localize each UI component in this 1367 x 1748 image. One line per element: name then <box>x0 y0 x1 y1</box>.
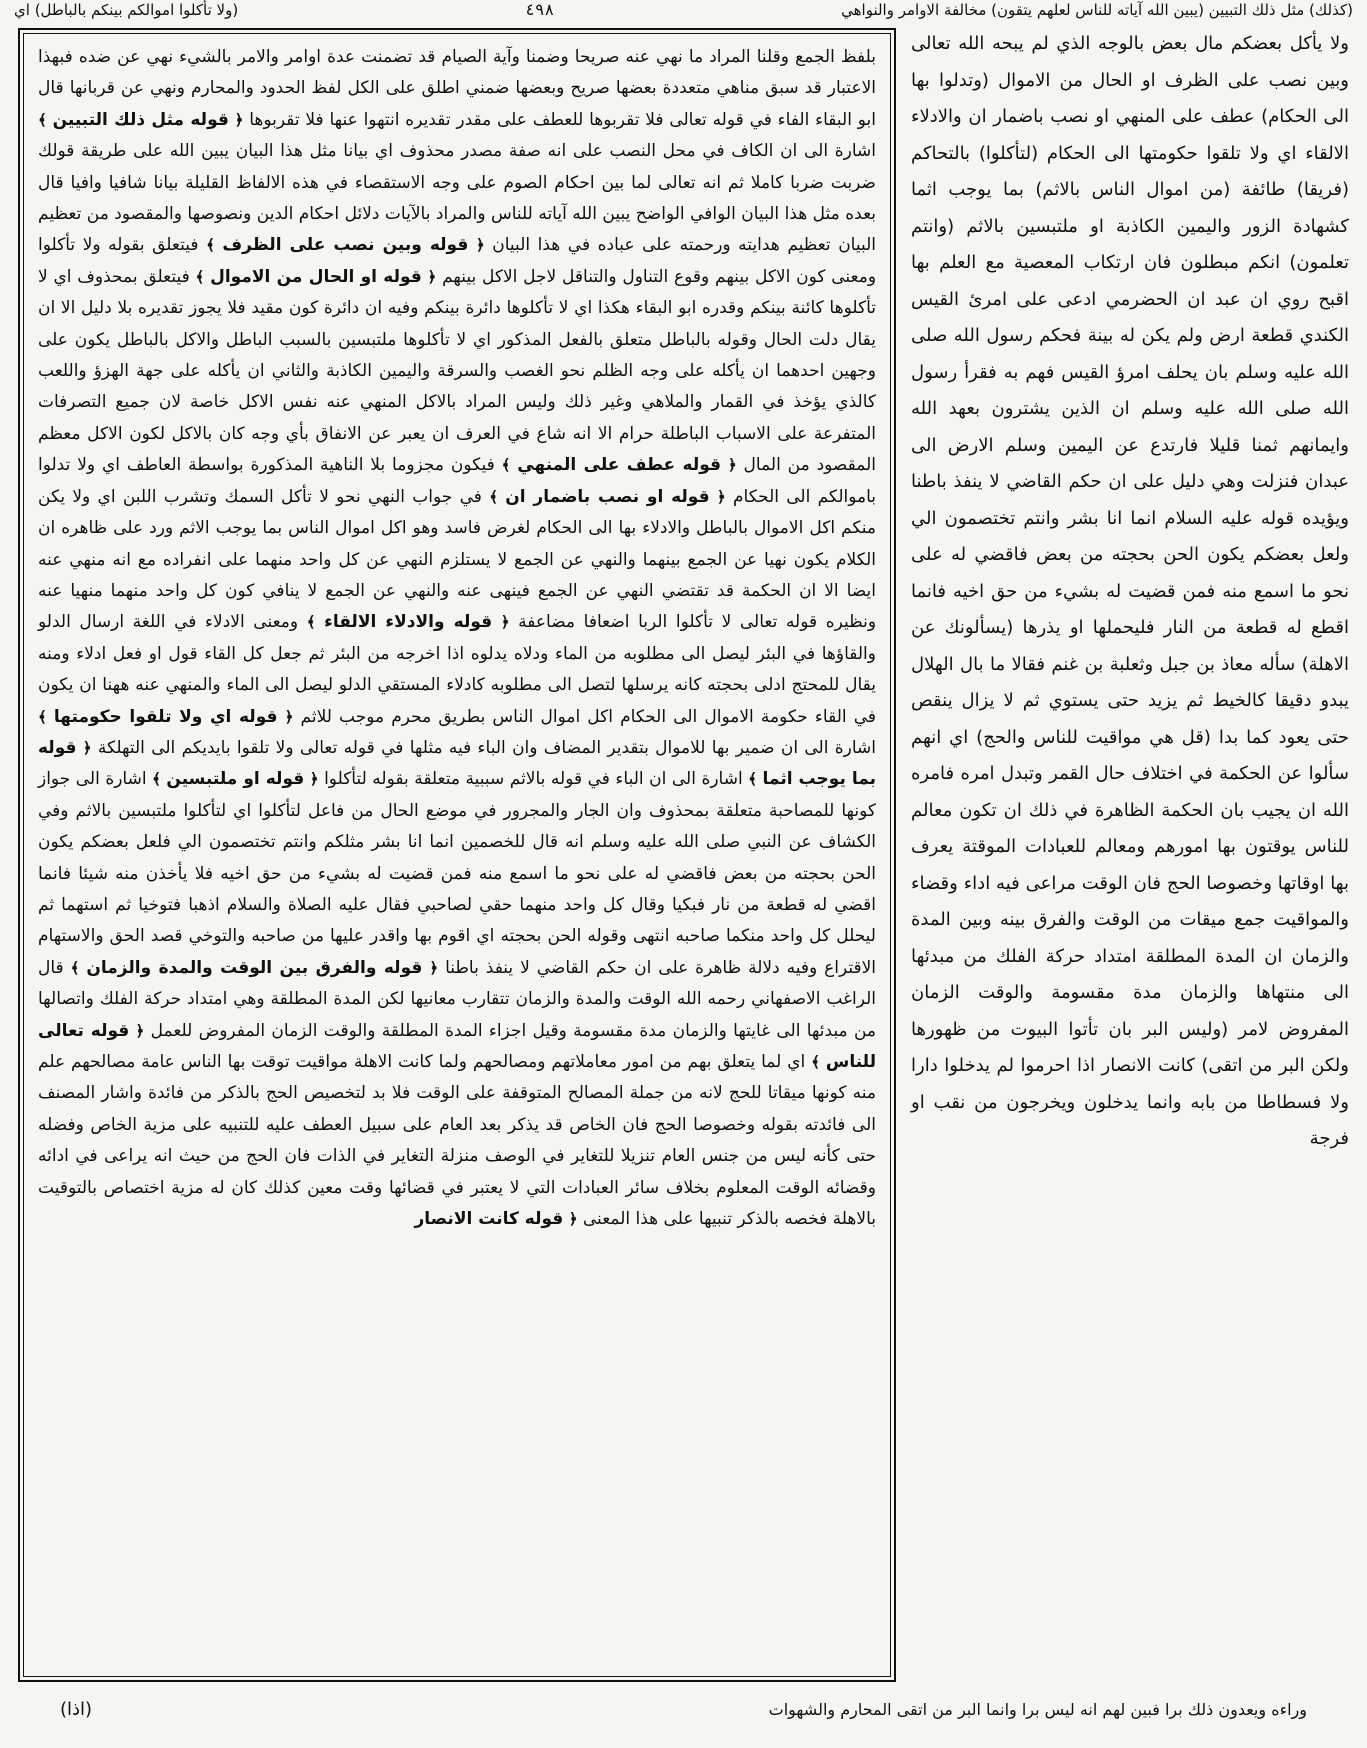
ornament-close: ﴾ <box>38 110 47 129</box>
hashiya-frame <box>18 28 896 1682</box>
ornament-open: ﴿ <box>429 958 439 977</box>
catchword: (اذا) <box>60 1699 93 1720</box>
page-number: ٤٩٨ <box>525 0 555 19</box>
ornament-open: ﴿ <box>500 613 510 632</box>
ornament-open: ﴿ <box>82 738 92 757</box>
commentary-text: اشارة الى جواز كونها للمصاحبة متعلقة بمحذوف وان الجار والمجرور في موضع الحال من فاعل لتأكلوا اي لتأكلوا ملتبسين بالاثم وفي الكشاف عن النبي صلى الله عليه وسلم انه قال للخصمين انما انا بشر مثلكم وانتم تختصمون الي فلعل بعضكم يكون الحن بحجته من بعض فاقضي له على نحو ما اسمع منه فمن قضيت له بشيء من حق اخيه فلا يأخذن منه شيئا فانما اقضي له قطعة من نار فبكيا وقال كل واحد منهما حقي لصاحبي فقال عليه الصلاة والسلام اذهبا فتوخيا ثم استهما ثم ليحلل كل واحد منكما صاحبه انتهى وقوله الحن بحجته اي اقوم بها واقدر عليها من صاحبه والتوخي قصد الحق والاستهام الاقتراع وفيه دلالة ظاهرة على ان حكم القاضي لا ينفذ باطنا <box>38 769 877 978</box>
qawluhu-keyword: قوله او ملتبسين <box>166 769 305 790</box>
running-header <box>0 0 1367 20</box>
qawluhu-keyword: قوله اي ولا تلقوا حكومتها <box>53 706 278 727</box>
qawluhu-keyword: قوله او نصب باضمار ان <box>505 486 710 507</box>
ornament-close: ﴾ <box>152 770 161 789</box>
qawluhu-keyword: قوله او الحال من الاموال <box>210 266 422 287</box>
ornament-open: ﴿ <box>234 110 244 129</box>
ornament-close: ﴾ <box>195 267 205 286</box>
page-footer <box>0 1690 1367 1730</box>
ornament-open: ﴿ <box>309 770 319 789</box>
commentary-text: فيتعلق بمحذوف اي لا تأكلوها كائنة بينكم وقدره ابو البقاء هكذا اي لا تأكلوها دائرة بينكم وفيه ان دائرة كون مقيد فلا يجوز تقديره بلا دليل الا ان يقال دلت الحال وقوله بالباطل متعلق بالفعل المذكور اي لا تأكلوها ملتبسين بالسبب الباطل والاكل بالباطل يكون على وجهين احدهما ان يأكله على وجه الظلم نحو الغصب والسرقة واليمين الكاذبة والثاني ان يأكله على جهة الهزؤ واللعب كالذي يؤخذ في القمار والملاهي وغير ذلك وليس المراد بالاكل المنهي عنه نفس الاكل خاصة لان جميع التصرفات المتفرعة على الاسباب الباطلة حرام الا انه شاع في العرف ان يعبر عن الانفاق بأي وجه كان بالاكل لكون الاكل معظم المقصود من المال <box>38 266 876 476</box>
ornament-close: ﴾ <box>501 456 511 475</box>
ornament-close: ﴾ <box>306 613 316 632</box>
ornament-close: ﴾ <box>70 958 80 977</box>
commentary-text: اشارة الى ان الكاف في محل النصب على انه صفة مصدر محذوف اي بيانا مثل هذا البيان يبين الله على طريقة قولك ضربت ضربا كاملا ثم انه تعالى لما بين احكام الصوم على وجه الاستقصاء في هذه الالفاظ القليلة بيانا شافيا وافيا قال بعده مثل هذا البيان الوافي الواضح يبين الله آياته للناس والمراد بالآيات دلائل احكام الدين ونصوصها والمقصود من تعظيم البيان تعظيم هدايته ورحمته على عباده في هذا البيان <box>38 141 877 256</box>
ornament-close: ﴾ <box>811 1053 820 1071</box>
commentary-text: اشارة الى ان الباء في قوله بالاثم سببية متعلقة بقوله لتأكلوا <box>324 769 743 790</box>
qawluhu-keyword: قوله بما يوجب اثما <box>38 737 877 790</box>
commentary-text: فيتعلق بقوله ولا تأكلوا ومعنى كون الاكل بينهم وقوع التناول والتناقل لاجل الاكل بينهم <box>38 235 877 287</box>
ornament-close: ﴾ <box>748 770 758 789</box>
ornament-close: ﴾ <box>489 487 498 506</box>
ornament-open: ﴿ <box>427 267 437 286</box>
commentary-text: اي لما يتعلق بهم من امور معاملاتهم ومصالحهم ولما كانت الاهلة مواقيت توقت بها الناس عامة مصالحهم علم منه كونها ميقاتا للحج لانه من جملة المصالح المتوقفة على الوقت فلا بد لتخصيص الحج بالذكر من فائدة واشار المصنف الى فائدته بقوله وخصوصا الحج فان الخاص قد يذكر بعد العام على سبيل العطف عليه للتنبيه على مزية الخاص وفضله حتى كأنه ليس من جنس العام تنزيلا للتغاير في الوصف منزلة التغاير في الذات فان الحج من حيث انه يراعى في ادائه وقضائه الوقت المعلوم بخلاف سائر العبادات التي لا يعتبر في قضائها وقت معين كذلك كان له مزية اختصاص بالتوقيت بالاهلة فخصه بالذكر تنبيها على هذا المعنى <box>38 1052 876 1230</box>
footer-continuation-text: وراءه ويعدون ذلك برا فبين لهم انه ليس برا وانما البر من اتقى المحارم والشهوات <box>768 1700 1307 1719</box>
qawluhu-keyword: قوله عطف على المنهي <box>517 455 722 476</box>
ornament-open: ﴿ <box>568 1210 578 1229</box>
commentary-text: بلفظ الجمع وقلنا المراد ما نهي عنه صريحا وضمنا وآية الصيام قد تضمنت عدة اوامر والامر بالشيء نهي عن ضده فبهذا الاعتبار قد سبق مناهي متعددة بعضها صريح وبعضها ضمني اطلق على الكل لفظ الحدود والمحارم ونهي عن قربانها قال ابو البقاء الفاء في قوله تعالى فلا تقربوها للعطف على مقدر تقديره انتهوا عنها فلا تقربوها <box>38 47 876 130</box>
ornament-close: ﴾ <box>38 707 47 726</box>
qawluhu-keyword: قوله وبين نصب على الظرف <box>222 235 469 256</box>
hashiya-commentary-column <box>23 33 891 1677</box>
ornament-open: ﴿ <box>135 1021 145 1040</box>
qawluhu-keyword: قوله والادلاء الالقاء <box>324 612 493 633</box>
ornament-open: ﴿ <box>475 236 485 255</box>
ornament-open: ﴿ <box>716 487 726 506</box>
qawluhu-keyword: قوله والفرق بين الوقت والمدة والزمان <box>86 957 423 978</box>
commentary-text: اشارة الى ان ضمير بها للاموال بتقدير المضاف وان الباء فيه مثلها في قوله تعالى ولا تلقوا بايديكم الى التهلكة <box>97 737 877 758</box>
ornament-close: ﴾ <box>206 236 215 255</box>
tafsir-side-column <box>905 26 1355 1686</box>
hashiya-paragraph-1 <box>38 42 876 1235</box>
qawluhu-keyword: قوله مثل ذلك التبيين <box>52 109 229 130</box>
ornament-open: ﴿ <box>727 456 737 475</box>
header-quranic-text: (كذلك) مثل ذلك التبيين (يبين الله آياته للناس لعلهم يتقون) مخالفة الاوامر والنواهي <box>841 1 1353 19</box>
ornament-open: ﴿ <box>284 707 294 726</box>
commentary-text: فيكون مجزوما بلا الناهية المذكورة بواسطة العاطف اي ولا تدلوا باموالكم الى الحكام <box>38 455 877 507</box>
commentary-text: قال الراغب الاصفهاني رحمه الله الوقت والمدة والزمان تتقارب معانيها لكن المدة المطلقة وهي امتداد حركة الفلك واتصالها من مبدئها الى غايتها والزمان مدة مقسومة وقيل اجزاء المدة المطلقة والوقت الزمان المفروض للعمل <box>38 957 876 1041</box>
commentary-text: في جواب النهي نحو لا تأكل السمك وتشرب اللبن اي ولا يكن منكم اكل الاموال بالباطل والادلاء بها الى الحكام لغرض فاسد وهو اكل اموال الناس بما يوجب الاثم ورد على ظاهره ان الكلام يكون نهيا عن الجمع بينهما والنهي عن الجمع لا يستلزم النهي عن كل واحد منهما على انفراده مع انه منهي عنه ايضا الا ان الحكمة قد تقتضي النهي عن الجمع فينهى عنه والنهي عن الجمع لا ينافي كون كل واحد منهما منهيا عنه ونظيره قوله تعالى لا تأكلوا الربا اضعافا مضاعفة <box>38 486 877 633</box>
header-quranic-text-continued: (ولا تأكلوا اموالكم بينكم بالباطل) اي <box>14 1 239 19</box>
qawluhu-keyword: قوله تعالى للناس <box>38 1020 877 1072</box>
qawluhu-keyword: قوله كانت الانصار <box>414 1209 564 1230</box>
commentary-text: ومعنى الادلاء في اللغة ارسال الدلو والقاؤها في البئر ليصل الى مطلوبه من الماء ودلاه يدلوه اذا اخرجه من البئر ثم جعل كل القاء قول او فعل ادلاء ومنه يقال للمحتج ادلى بحجته كانه يرسلها لتصل الى مطلوبه كادلاء المستقي الدلو ليصل الى الماء والمنهي عنه ههنا ان يكون في القاء حكومة الاموال الى الحكام اكل اموال الناس بطريق محرم موجب للاثم <box>38 612 877 727</box>
tafsir-paragraph: ولا يأكل بعضكم مال بعض بالوجه الذي لم يبحه الله تعالى وبين نصب على الظرف او الحال من الاموال (وتدلوا بها الى الحكام) عطف على المنهي او نصب باضمار ان والادلاء الالقاء اي ولا تلقوا حكومتها الى الحكام (لتأكلوا) بالتحاكم (فريقا) طائفة (من اموال الناس بالاثم) بما يوجب اثما كشهادة الزور واليمين الكاذبة او ملتبسين بالاثم (وانتم تعلمون) انكم مبطلون فان ارتكاب المعصية مع العلم بها اقبح روي ان عبد ان الحضرمي ادعى على امرئ القيس الكندي قطعة ارض ولم يكن له بينة فحكم رسول الله صلى الله عليه وسلم بان يحلف امرؤ القيس فهم به فقرأ رسول الله صلى الله عليه وسلم ان الذين يشترون بعهد الله وايمانهم ثمنا قليلا فارتدع عن اليمين وسلم الارض الى عبدان فنزلت وهي دليل على ان حكم القاضي لا ينفذ باطنا ويؤيده قوله عليه السلام انما انا بشر وانتم تختصمون الي ولعل بعضكم يكون الحن بحجته من بعض فاقضي له على نحو ما اسمع منه فمن قضيت له بشيء من حق اخيه فانما اقطع له قطعة من النار فليحملها او يذرها (يسألونك عن الاهلة) سأله معاذ بن جبل وثعلبة بن غنم فقالا ما بال الهلال يبدو دقيقا كالخيط ثم يزيد حتى يستوي ثم لا يزال ينقص حتى يعود كما بدا (قل هي مواقيت للناس والحج) اي انهم سألوا عن الحكمة في اختلاف حال القمر وتبدل امره فامره الله ان يجيب بان الحكمة الظاهرة في ذلك ان تكون معالم للناس يوقتون بها امورهم ومعالم للعبادات الموقتة يعرف بها اوقاتها وخصوصا الحج فان الوقت مراعى فيه اداء وقضاء والمواقيت جمع ميقات من الوقت والفرق بينه وبين المدة والزمان ان المدة المطلقة امتداد حركة الفلك من مبدئها الى منتهاها والزمان مدة مقسومة والوقت الزمان المفروض لامر (وليس البر بان تأتوا البيوت من ظهورها ولكن البر من اتقى) كانت الانصار اذا احرموا لم يدخلوا دارا ولا فسطاطا من بابه وانما يدخلون ويخرجون من نقب او فرجة <box>911 33 1349 1149</box>
